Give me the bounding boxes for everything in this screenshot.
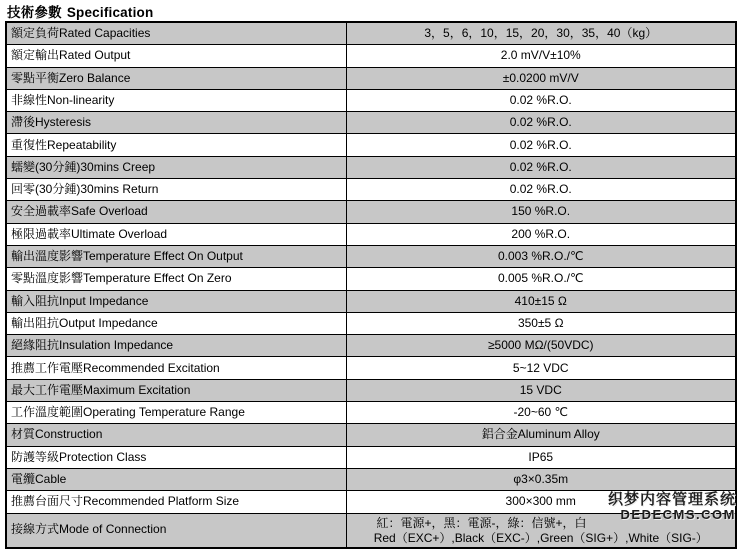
spec-label: 非線性Non-linearity [6, 89, 346, 111]
spec-label: 防護等級Protection Class [6, 446, 346, 468]
spec-label: 輸入阻抗Input Impedance [6, 290, 346, 312]
spec-value [346, 513, 736, 548]
spec-value: IP65 [346, 446, 736, 468]
spec-value: 200 %R.O. [346, 223, 736, 245]
table-row [6, 424, 736, 446]
table-row [6, 446, 736, 468]
spec-value: 鋁合金Aluminum Alloy [346, 424, 736, 446]
table-row [6, 112, 736, 134]
spec-label: 安全過載率Safe Overload [6, 201, 346, 223]
table-row [6, 379, 736, 401]
table-row [6, 22, 736, 45]
watermark-text-zh: 织梦内容管理系统 [607, 491, 736, 508]
spec-value: 350±5 Ω [346, 312, 736, 334]
spec-value: 2.0 mV/V±10% [346, 45, 736, 67]
spec-value: 0.02 %R.O. [346, 156, 736, 178]
spec-label: 額定負荷Rated Capacities [6, 22, 346, 45]
spec-label: 重復性Repeatability [6, 134, 346, 156]
spec-label: 滯後Hysteresis [6, 112, 346, 134]
spec-value: -20~60 ℃ [346, 402, 736, 424]
table-row [6, 312, 736, 334]
spec-label: 工作溫度範圍Operating Temperature Range [6, 402, 346, 424]
spec-label: 零點平衡Zero Balance [6, 67, 346, 89]
spec-value: 0.02 %R.O. [346, 112, 736, 134]
table-row [6, 223, 736, 245]
page-title-en: Specification [66, 5, 154, 20]
table-row [6, 491, 736, 513]
spec-value: ±0.0200 mV/V [346, 67, 736, 89]
spec-value: 0.02 %R.O. [346, 89, 736, 111]
spec-label: 極限過載率Ultimate Overload [6, 223, 346, 245]
specification-table [5, 21, 737, 549]
connection-wiring-en: Red（EXC+）,Black（EXC-）,Green（SIG+）,White（SIG-） [373, 530, 708, 545]
table-row [6, 45, 736, 67]
table-row [6, 357, 736, 379]
spec-value: 0.003 %R.O./℃ [346, 245, 736, 267]
table-row [6, 268, 736, 290]
table-row [6, 513, 736, 548]
watermark-text-en: DEDECMS.COM [620, 507, 736, 522]
connection-wiring-zh: 紅：電源+，黑：電源-，綠：信號+，白 [376, 515, 587, 530]
spec-value: 3，5，6，10，15，20，30，35，40（kg） [346, 22, 736, 45]
spec-label: 推薦台面尺寸Recommended Platform Size [6, 491, 346, 513]
spec-value: 5~12 VDC [346, 357, 736, 379]
table-row [6, 402, 736, 424]
table-row [6, 156, 736, 178]
table-row [6, 67, 736, 89]
page-title-zh: 技術參數 [7, 5, 62, 20]
table-row [6, 468, 736, 490]
spec-label: 材質Construction [6, 424, 346, 446]
table-row [6, 89, 736, 111]
spec-label: 接線方式Mode of Connection [6, 513, 346, 548]
table-row [6, 290, 736, 312]
table-row [6, 245, 736, 267]
spec-label: 額定輸出Rated Output [6, 45, 346, 67]
table-row [6, 335, 736, 357]
spec-label: 回零(30分鍾)30mins Return [6, 179, 346, 201]
spec-label: 最大工作電壓Maximum Excitation [6, 379, 346, 401]
table-row [6, 201, 736, 223]
spec-label: 絕緣阻抗Insulation Impedance [6, 335, 346, 357]
table-row [6, 134, 736, 156]
spec-label: 輸出溫度影響Temperature Effect On Output [6, 245, 346, 267]
page-title [7, 1, 153, 21]
spec-value: 0.005 %R.O./℃ [346, 268, 736, 290]
spec-label: 輸出阻抗Output Impedance [6, 312, 346, 334]
spec-value: 300×300 mm [346, 491, 736, 513]
spec-label: 零點溫度影響Temperature Effect On Zero [6, 268, 346, 290]
spec-value: 0.02 %R.O. [346, 179, 736, 201]
spec-value: φ3×0.35m [346, 468, 736, 490]
table-row [6, 179, 736, 201]
spec-value: 410±15 Ω [346, 290, 736, 312]
spec-label: 蠕變(30分鍾)30mins Creep [6, 156, 346, 178]
spec-value: 0.02 %R.O. [346, 134, 736, 156]
spec-value: 15 VDC [346, 379, 736, 401]
spec-value: 150 %R.O. [346, 201, 736, 223]
spec-label: 推薦工作電壓Recommended Excitation [6, 357, 346, 379]
spec-value: ≥5000 MΩ/(50VDC) [346, 335, 736, 357]
spec-label: 電纜Cable [6, 468, 346, 490]
